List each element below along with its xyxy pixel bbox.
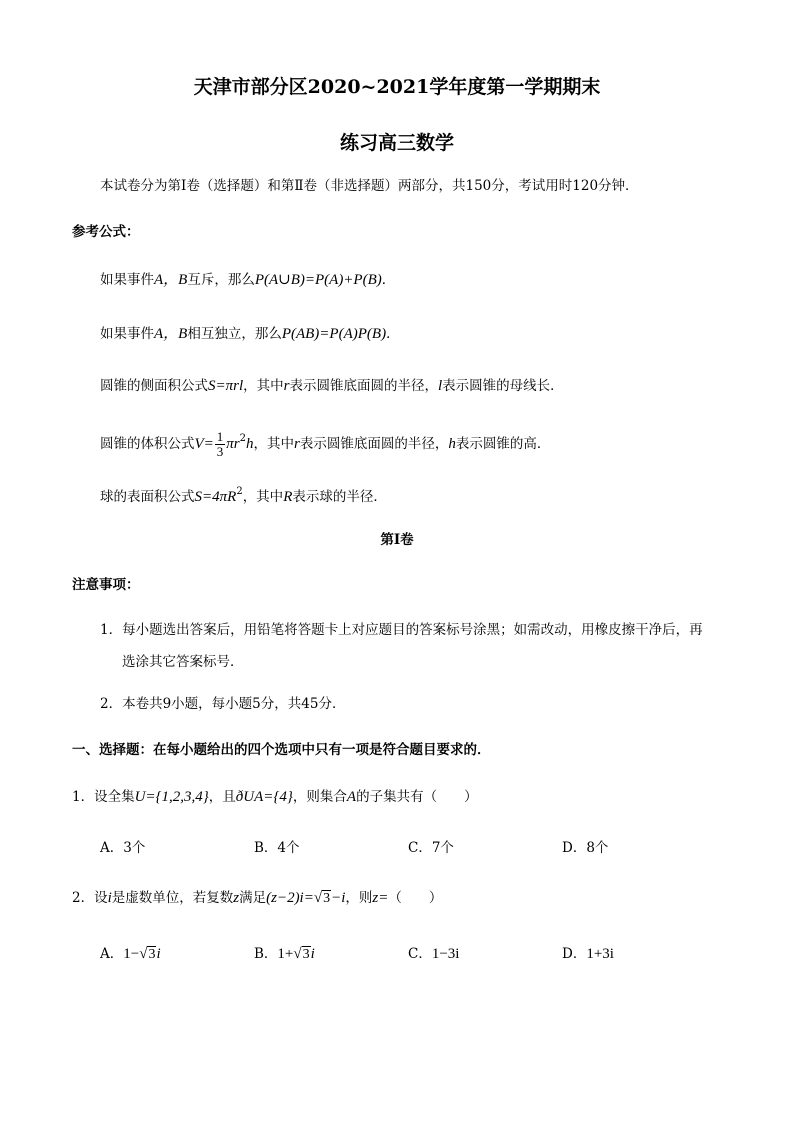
radicand: 3 [323, 891, 331, 906]
option-math: 1+ [277, 946, 294, 962]
question-text: 满足 [239, 890, 267, 906]
formula-cone-volume [100, 424, 550, 459]
note-item: 2．本卷共9小题，每小题5分，共45分． [100, 696, 346, 712]
sqrt-icon: √ [313, 890, 323, 906]
formula-text: 表示球的半径． [292, 489, 387, 505]
exponent: 2 [239, 433, 247, 444]
formula-text: 球的表面积公式 [100, 489, 195, 505]
option-label: A． [100, 946, 124, 962]
formula-text: 表示圆锥的高． [455, 436, 551, 452]
formula-text: 如果事件 [100, 326, 154, 342]
option-label: D． [562, 946, 587, 962]
sqrt-icon: √ [293, 946, 302, 962]
formula-math: πr [226, 436, 240, 452]
formula-math: A，B [154, 326, 188, 342]
question-text: 是虚数单位，若复数 [111, 890, 234, 906]
option-math: 1+3i [586, 946, 614, 962]
q1-option-a[interactable]: A．3个 [100, 840, 146, 856]
formula-text: 互斥 [187, 272, 215, 288]
question-math: U={1,2,3,4} [134, 789, 209, 805]
part-heading: 一、选择题：在每小题给出的四个选项中只有一项是符合题目要求的． [72, 742, 491, 758]
formula-math: h [246, 436, 254, 452]
page-title: 天津市部分区2020~2021学年度第一学期期末 [193, 76, 601, 98]
question-text: 的子集共有（ ） [356, 789, 478, 805]
question-2 [72, 888, 442, 909]
question-math: (z−2)i= [266, 890, 314, 906]
question-text: 1．设全集 [72, 789, 135, 805]
formula-cone-lateral-area [100, 376, 564, 396]
exponent: 2 [236, 486, 243, 497]
page-subtitle: 练习高三数学 [339, 132, 454, 154]
radicand: 3 [148, 947, 156, 962]
question-text: ，则集合 [292, 789, 347, 805]
formula-text: 表示圆锥底面圆的半径， [299, 436, 449, 452]
option-math: i [156, 946, 161, 962]
formula-mutually-exclusive [100, 270, 395, 290]
formula-sphere-area [100, 482, 387, 507]
question-1 [72, 787, 478, 807]
q2-option-d[interactable] [562, 944, 614, 964]
option-label: B． [254, 946, 278, 962]
fraction-denominator: 3 [216, 444, 224, 459]
formula-text: 圆锥的体积公式 [100, 436, 195, 452]
q2-option-b[interactable] [254, 944, 315, 965]
formula-text: 表示圆锥底面圆的半径， [289, 378, 438, 394]
sqrt-icon: √ [139, 946, 148, 962]
fraction [215, 430, 226, 459]
formula-math: P(A∪B)=P(A)+P(B) [254, 272, 382, 288]
notes-heading: 注意事项： [72, 577, 140, 593]
note-item: 选涂其它答案标号． [122, 654, 244, 670]
formula-text: 表示圆锥的母线长． [442, 378, 564, 394]
q2-option-a[interactable] [100, 944, 161, 965]
formula-math: r [294, 436, 300, 452]
formula-math: l [438, 378, 443, 394]
section-heading: 第Ⅰ卷 [380, 532, 414, 548]
formula-math: R [283, 489, 293, 505]
intro-text: 本试卷分为第Ⅰ卷（选择题）和第Ⅱ卷（非选择题）两部分，共150分，考试用时120分钟． [100, 178, 639, 194]
formula-math: S=4πR [194, 489, 237, 505]
question-math: z= [372, 890, 389, 906]
question-text: ，则 [345, 890, 373, 906]
option-math: 1−3i [431, 946, 460, 962]
question-text: 2．设 [72, 890, 108, 906]
formula-math: r [283, 378, 290, 394]
q1-option-c[interactable]: C．7个 [408, 840, 454, 856]
formula-text: ，其中 [242, 489, 284, 505]
question-math: ðUA={4} [235, 789, 293, 805]
q2-option-c[interactable] [408, 944, 459, 964]
option-label: C． [408, 946, 432, 962]
radicand: 3 [302, 947, 310, 962]
formula-text: ，其中 [253, 436, 295, 452]
question-text: ，且 [208, 789, 236, 805]
formula-math: h [448, 436, 456, 452]
formula-text: ，那么 [214, 272, 255, 288]
formula-math: V= [194, 436, 214, 452]
q1-option-d[interactable]: D．8个 [562, 840, 609, 856]
q1-option-b[interactable]: B．4个 [254, 840, 300, 856]
formula-math: P(AB)=P(A)P(B) [281, 326, 387, 342]
question-text: （ ） [388, 890, 443, 906]
formulas-heading: 参考公式： [72, 224, 140, 240]
formula-text: 如果事件 [100, 272, 154, 288]
note-item: 1．每小题选出答案后，用铅笔将答题卡上对应题目的答案标号涂黑；如需改动，用橡皮擦干净后，再 [100, 622, 703, 638]
formula-text: 相互独立，那么 [187, 326, 282, 342]
question-math: A [346, 789, 357, 805]
formula-text: ，其中 [243, 378, 284, 394]
option-math: i [310, 946, 315, 962]
formula-text: ． [386, 326, 400, 342]
question-math: −i [331, 890, 346, 906]
option-math: 1− [123, 946, 140, 962]
question-math: i [107, 890, 112, 906]
formula-math: A，B [154, 272, 188, 288]
formula-text: 圆锥的侧面积公式 [100, 378, 208, 394]
formula-independent [100, 324, 400, 344]
fraction-numerator: 1 [216, 429, 224, 444]
question-math: z [233, 890, 240, 906]
formula-math: S=πrl [208, 378, 244, 394]
formula-text: ． [381, 272, 396, 288]
